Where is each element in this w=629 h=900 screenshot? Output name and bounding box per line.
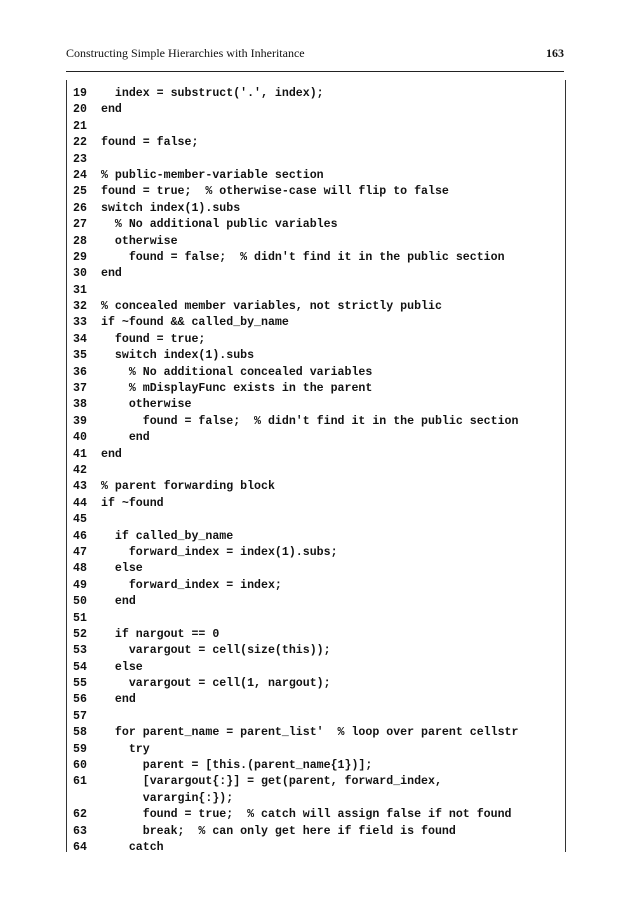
line-number: 33 — [73, 316, 87, 330]
line-number: 41 — [73, 447, 87, 461]
code-line — [73, 627, 563, 643]
code-line — [73, 168, 563, 184]
code-line — [73, 791, 563, 807]
code-line — [73, 135, 563, 151]
code-line — [73, 561, 563, 577]
line-number: 25 — [73, 185, 87, 199]
code-line — [73, 594, 563, 610]
code-text: [varargout{:}] = get(parent, forward_index, — [101, 775, 442, 789]
line-number: 24 — [73, 168, 87, 182]
code-line — [73, 496, 563, 512]
line-number: 50 — [73, 595, 87, 609]
line-number: 23 — [73, 152, 87, 166]
line-number: 53 — [73, 644, 87, 658]
code-text: end — [101, 693, 136, 707]
code-line — [73, 578, 563, 594]
code-text: forward_index = index; — [101, 578, 282, 592]
code-line — [73, 152, 563, 168]
code-line — [73, 430, 563, 446]
line-number: 46 — [73, 529, 87, 543]
code-line — [73, 512, 563, 528]
code-line — [73, 758, 563, 774]
code-text: % public-member-variable section — [101, 168, 324, 182]
line-number: 43 — [73, 480, 87, 494]
line-number: 40 — [73, 431, 87, 445]
line-number: 45 — [73, 513, 87, 527]
code-text: found = false; % didn't find it in the public section — [101, 414, 519, 428]
code-line — [73, 184, 563, 200]
code-text: found = true; — [101, 332, 206, 346]
line-number: 44 — [73, 496, 87, 510]
line-number: 54 — [73, 660, 87, 674]
code-line — [73, 365, 563, 381]
code-line — [73, 397, 563, 413]
code-text: switch index(1).subs — [101, 201, 241, 215]
line-number: 27 — [73, 218, 87, 232]
code-line — [73, 119, 563, 135]
code-line — [73, 315, 563, 331]
code-line — [73, 742, 563, 758]
code-text: found = false; — [101, 136, 199, 150]
code-line — [73, 774, 563, 790]
running-title: Constructing Simple Hierarchies with Inheritance — [66, 46, 305, 60]
code-line — [73, 643, 563, 659]
line-number: 57 — [73, 709, 87, 723]
code-text: % No additional public variables — [101, 218, 338, 232]
line-number: 28 — [73, 234, 87, 248]
line-number: 62 — [73, 808, 87, 822]
line-number: 19 — [73, 87, 87, 100]
code-text: else — [101, 660, 143, 674]
line-number: 36 — [73, 365, 87, 379]
code-line — [73, 824, 563, 840]
line-number: 38 — [73, 398, 87, 412]
code-line — [73, 283, 563, 299]
code-line — [73, 86, 563, 102]
line-number: 56 — [73, 693, 87, 707]
code-text: forward_index = index(1).subs; — [101, 545, 338, 559]
code-line — [73, 611, 563, 627]
code-text: end — [101, 103, 122, 117]
line-number: 32 — [73, 300, 87, 314]
line-number: 31 — [73, 283, 87, 297]
code-line — [73, 217, 563, 233]
code-line — [73, 102, 563, 118]
code-line — [73, 660, 563, 676]
code-text: end — [101, 595, 136, 609]
code-line — [73, 545, 563, 561]
code-line — [73, 807, 563, 823]
code-line — [73, 725, 563, 741]
line-number: 21 — [73, 119, 87, 133]
line-number: 64 — [73, 840, 87, 854]
code-line — [73, 709, 563, 725]
code-text: if ~found — [101, 496, 164, 510]
code-text: found = true; % catch will assign false if not found — [101, 808, 512, 822]
code-text: % mDisplayFunc exists in the parent — [101, 382, 373, 396]
line-number: 47 — [73, 545, 87, 559]
code-line — [73, 414, 563, 430]
code-line — [73, 348, 563, 364]
line-number: 55 — [73, 677, 87, 691]
code-line — [73, 479, 563, 495]
header-rule — [66, 71, 564, 72]
code-listing — [73, 86, 563, 856]
code-text: % concealed member variables, not strictly public — [101, 300, 442, 314]
code-text: catch — [101, 840, 164, 854]
line-number: 48 — [73, 562, 87, 576]
line-number: 20 — [73, 103, 87, 117]
code-text: otherwise — [101, 398, 192, 412]
line-number: 30 — [73, 267, 87, 281]
line-number: 59 — [73, 742, 87, 756]
line-number: 26 — [73, 201, 87, 215]
code-text: end — [101, 447, 122, 461]
page-number: 163 — [546, 46, 564, 60]
line-number: 39 — [73, 414, 87, 428]
code-text: varargin{:}); — [101, 791, 234, 805]
code-text: end — [101, 267, 122, 281]
code-line — [73, 840, 563, 856]
code-line — [73, 266, 563, 282]
code-text: found = true; % otherwise-case will flip to false — [101, 185, 449, 199]
line-number: 22 — [73, 136, 87, 150]
page-header — [66, 44, 564, 64]
line-number: 52 — [73, 627, 87, 641]
code-line — [73, 201, 563, 217]
code-text: if called_by_name — [101, 529, 234, 543]
line-number: 51 — [73, 611, 87, 625]
code-text: try — [101, 742, 150, 756]
code-text: if ~found && called_by_name — [101, 316, 289, 330]
code-line — [73, 381, 563, 397]
code-text: otherwise — [101, 234, 178, 248]
code-text: for parent_name = parent_list' % loop over parent cellstr — [101, 726, 519, 740]
code-line — [73, 447, 563, 463]
code-text: varargout = cell(size(this)); — [101, 644, 331, 658]
code-text: % No additional concealed variables — [101, 365, 373, 379]
code-line — [73, 676, 563, 692]
code-text: else — [101, 562, 143, 576]
line-number: 42 — [73, 463, 87, 477]
code-text: varargout = cell(1, nargout); — [101, 677, 331, 691]
code-line — [73, 299, 563, 315]
line-number: 35 — [73, 349, 87, 363]
code-text: if nargout == 0 — [101, 627, 220, 641]
code-text: break; % can only get here if field is found — [101, 824, 456, 838]
code-text: % parent forwarding block — [101, 480, 275, 494]
code-line — [73, 250, 563, 266]
code-line — [73, 234, 563, 250]
code-text: index = substruct('.', index); — [101, 87, 324, 100]
line-number: 63 — [73, 824, 87, 838]
code-text: end — [101, 431, 150, 445]
line-number: 58 — [73, 726, 87, 740]
code-line — [73, 529, 563, 545]
code-text: found = false; % didn't find it in the public section — [101, 250, 505, 264]
code-text: switch index(1).subs — [101, 349, 255, 363]
line-number: 29 — [73, 250, 87, 264]
code-line — [73, 463, 563, 479]
line-number: 37 — [73, 382, 87, 396]
code-line — [73, 332, 563, 348]
line-number: 34 — [73, 332, 87, 346]
line-number: 49 — [73, 578, 87, 592]
line-number: 60 — [73, 759, 87, 773]
line-number: 61 — [73, 775, 87, 789]
code-text: parent = [this.(parent_name{1})]; — [101, 759, 373, 773]
code-line — [73, 692, 563, 708]
